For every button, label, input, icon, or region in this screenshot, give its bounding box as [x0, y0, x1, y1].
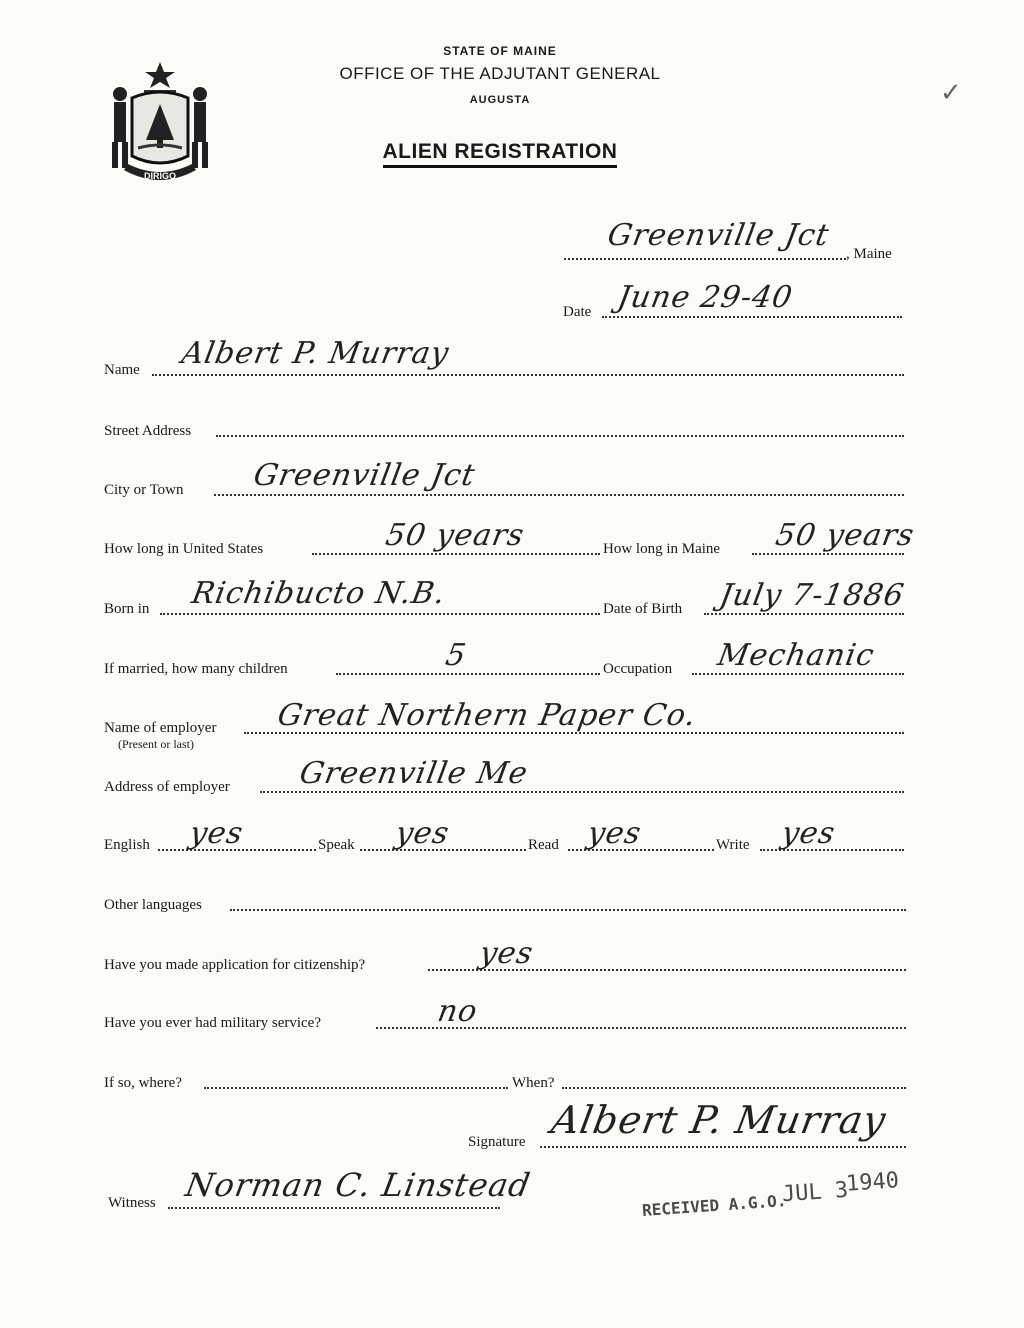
- read-label: Read: [528, 837, 559, 853]
- signature-value[interactable]: Albert P. Murray: [548, 1098, 890, 1142]
- date-line: [602, 316, 902, 318]
- name-label: Name: [104, 362, 140, 378]
- form-title: ALIEN REGISTRATION: [300, 140, 700, 164]
- city-label: City or Town: [104, 482, 184, 498]
- street-label: Street Address: [104, 423, 192, 439]
- children-value[interactable]: 5: [442, 638, 470, 673]
- witness-label: Witness: [108, 1195, 156, 1211]
- other-languages-label: Other languages: [104, 897, 202, 913]
- witness-line: [168, 1207, 500, 1209]
- employer-address-value[interactable]: Greenville Me: [296, 756, 531, 791]
- dob-label: Date of Birth: [603, 601, 683, 617]
- how-long-maine-line: [752, 553, 904, 555]
- how-long-maine-value[interactable]: 50 years: [772, 518, 918, 553]
- street-line: [216, 435, 904, 437]
- witness-value[interactable]: Norman C. Linstead: [182, 1166, 534, 1204]
- where-line: [204, 1087, 508, 1089]
- employer-address-label: Address of employer: [104, 779, 230, 795]
- where-label: If so, where?: [104, 1075, 182, 1091]
- occupation-line: [692, 673, 904, 675]
- children-label: If married, how many children: [104, 661, 288, 677]
- employer-label: Name of employer: [104, 720, 217, 736]
- received-stamp-date: JUL 3: [781, 1177, 850, 1208]
- employer-value[interactable]: Great Northern Paper Co.: [274, 698, 700, 733]
- received-stamp-year: 1940: [845, 1168, 900, 1197]
- dob-line: [704, 613, 904, 615]
- name-line: [152, 374, 904, 376]
- city-value[interactable]: Greenville Jct: [250, 458, 479, 493]
- speak-label: Speak: [318, 837, 355, 853]
- military-label: Have you ever had military service?: [104, 1015, 321, 1031]
- occupation-label: Occupation: [603, 661, 673, 677]
- date-value[interactable]: June 29-40: [614, 280, 796, 315]
- when-label: When?: [512, 1075, 555, 1091]
- signature-line: [540, 1146, 906, 1148]
- born-in-value[interactable]: Richibucto N.B.: [188, 576, 449, 611]
- header-city: AUGUSTA: [469, 94, 531, 106]
- born-in-label: Born in: [104, 601, 150, 617]
- english-label: English: [104, 837, 150, 853]
- svg-text:DIRIGO: DIRIGO: [143, 171, 177, 181]
- how-long-maine-label: How long in Maine: [603, 541, 721, 557]
- english-value[interactable]: yes: [186, 816, 247, 851]
- dob-value[interactable]: July 7-1886: [716, 578, 908, 613]
- other-languages-line: [230, 909, 906, 911]
- signature-label: Signature: [468, 1134, 526, 1150]
- employer-address-line: [260, 791, 904, 793]
- citizenship-label: Have you made application for citizenship?: [104, 957, 366, 973]
- military-value[interactable]: no: [434, 994, 481, 1029]
- employer-sublabel: (Present or last): [118, 737, 194, 751]
- header-state: STATE OF MAINE: [443, 44, 557, 58]
- how-long-us-value[interactable]: 50 years: [382, 518, 528, 553]
- born-in-line: [160, 613, 600, 615]
- received-stamp-text: RECEIVED A.G.O.: [641, 1190, 787, 1221]
- read-value[interactable]: yes: [584, 816, 645, 851]
- state-seal-icon: [104, 58, 216, 188]
- check-mark-icon: ✓: [940, 78, 962, 108]
- children-line: [336, 673, 600, 675]
- write-value[interactable]: yes: [778, 816, 839, 851]
- place-value[interactable]: Greenville Jct: [604, 218, 833, 253]
- city-line: [214, 494, 904, 496]
- speak-value[interactable]: yes: [392, 816, 453, 851]
- name-value[interactable]: Albert P. Murray: [178, 336, 452, 371]
- header-office: OFFICE OF THE ADJUTANT GENERAL: [339, 64, 661, 83]
- when-line: [562, 1087, 906, 1089]
- occupation-value[interactable]: Mechanic: [714, 638, 878, 673]
- write-label: Write: [716, 837, 750, 853]
- how-long-us-line: [312, 553, 600, 555]
- how-long-us-label: How long in United States: [104, 541, 264, 557]
- citizenship-value[interactable]: yes: [476, 936, 537, 971]
- maine-label: , Maine: [846, 246, 892, 262]
- date-label: Date: [563, 304, 592, 320]
- place-line: [564, 258, 846, 260]
